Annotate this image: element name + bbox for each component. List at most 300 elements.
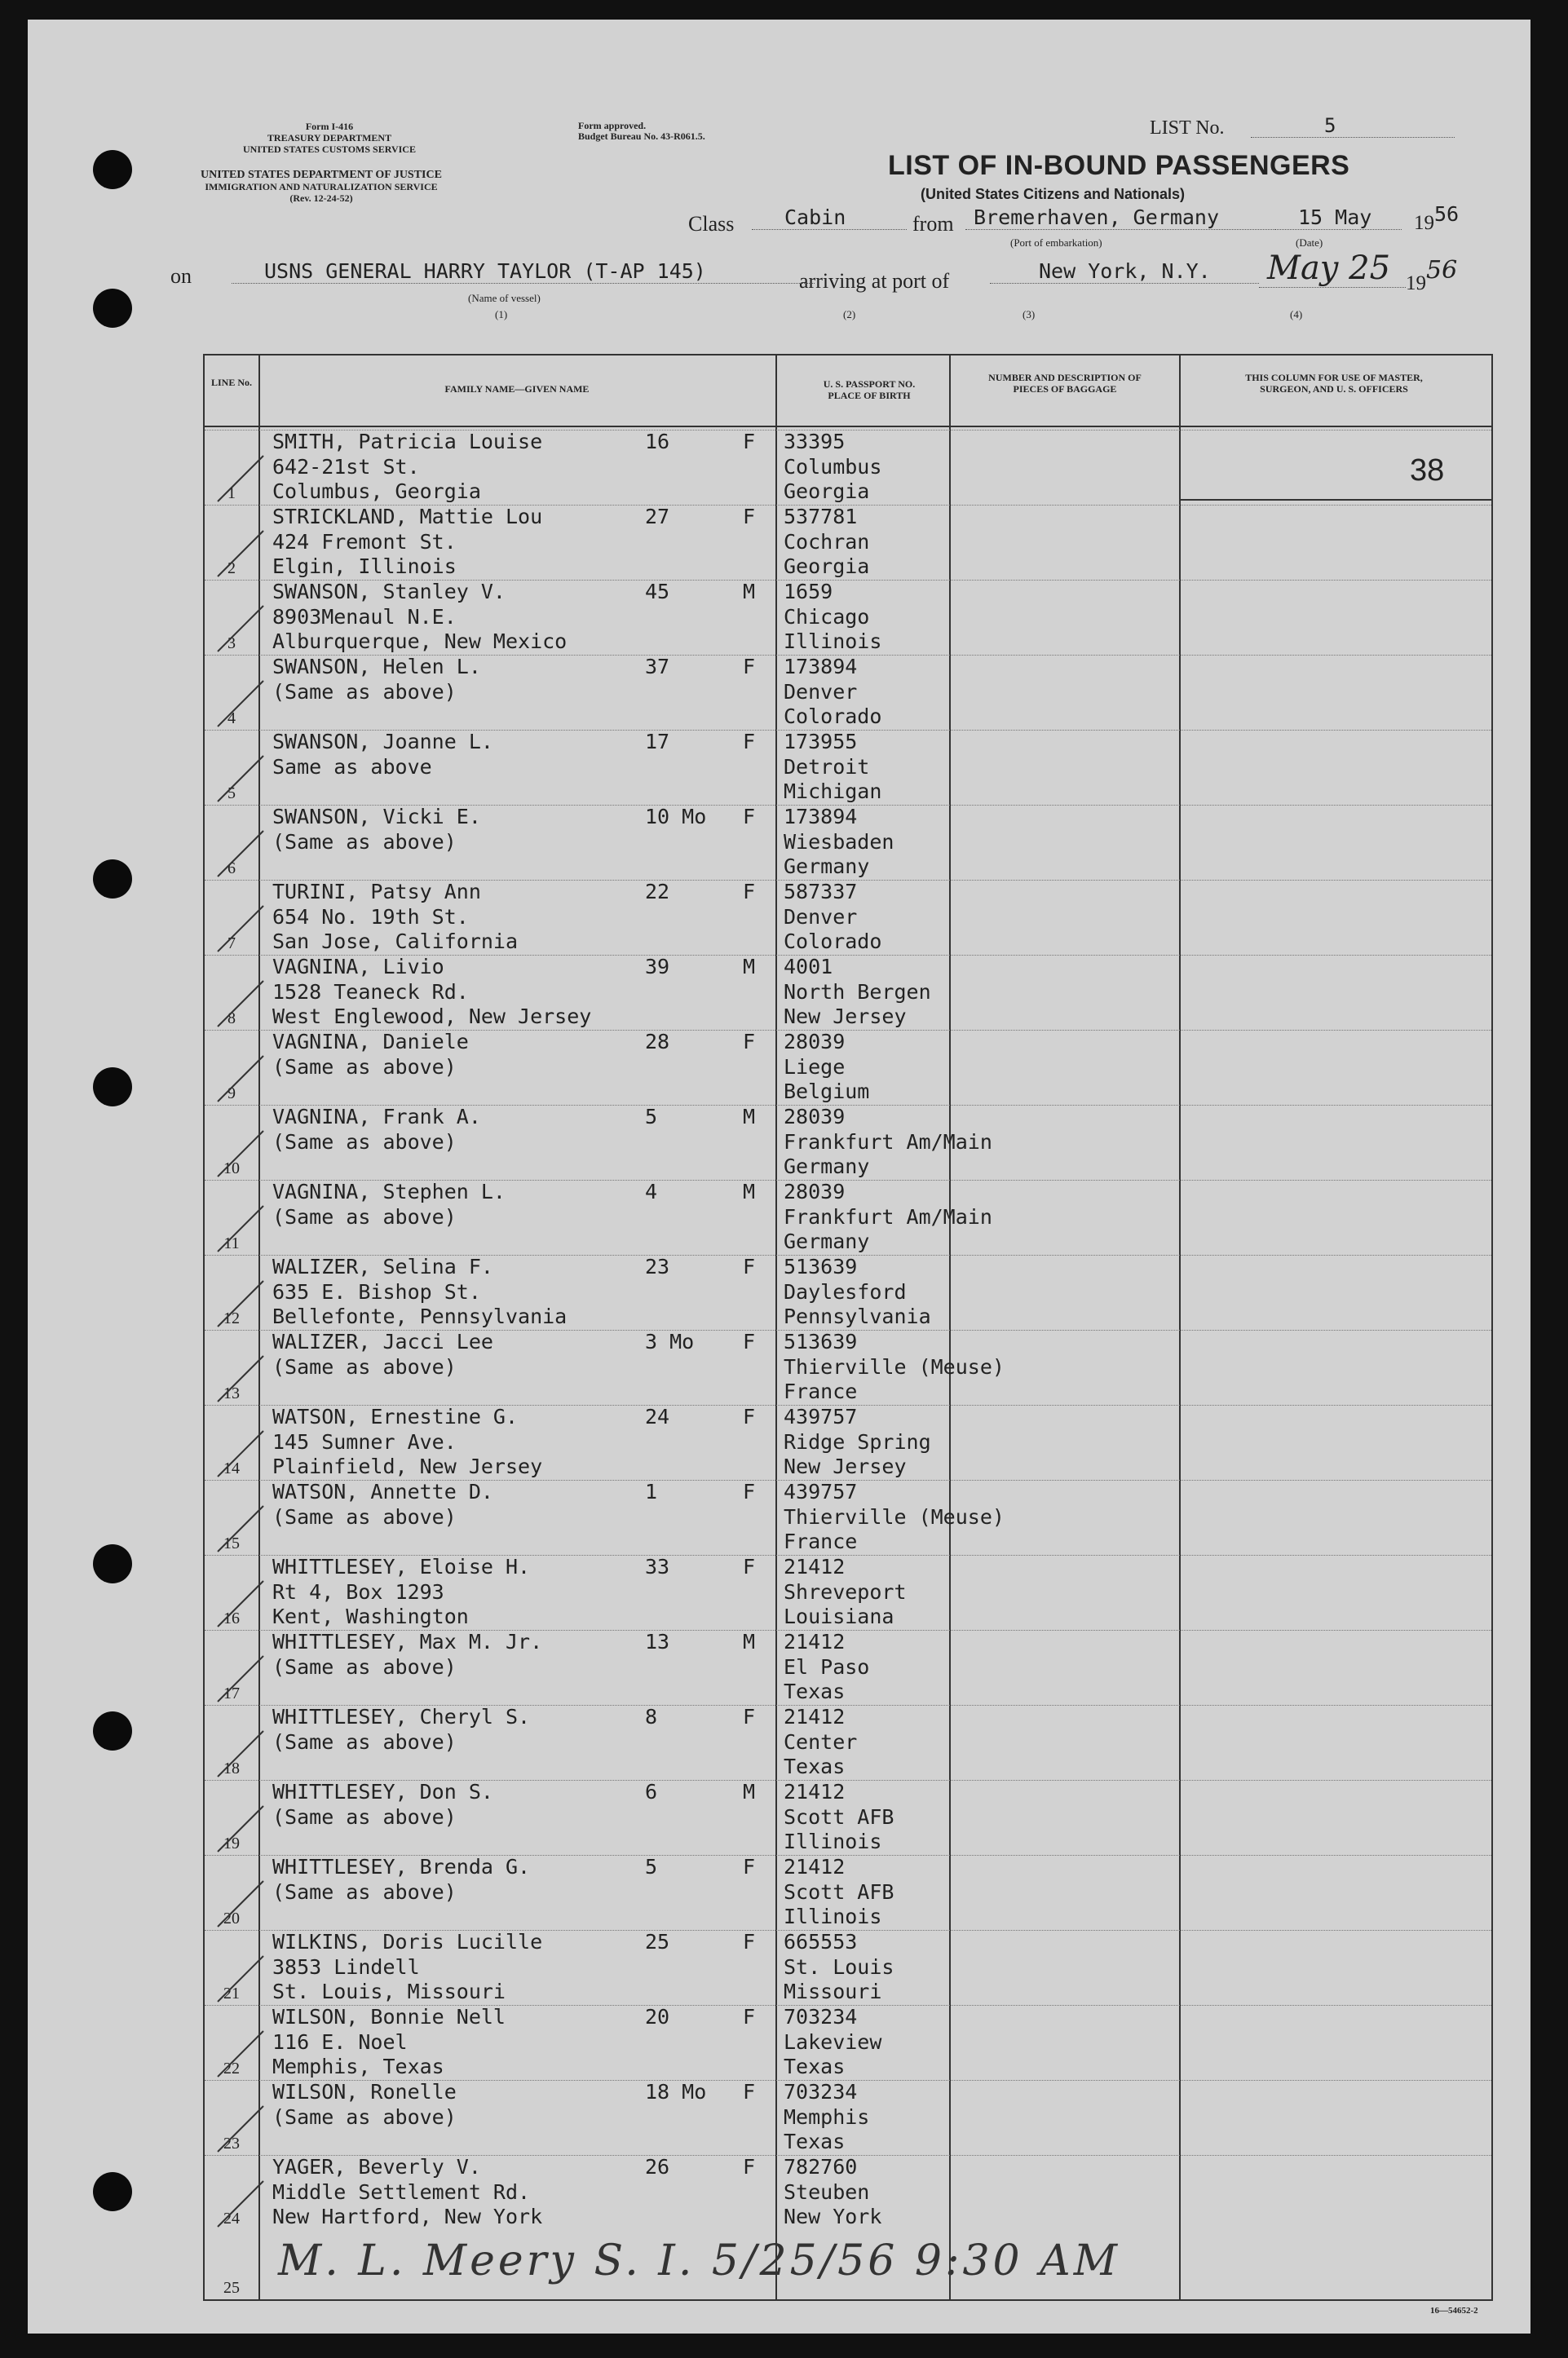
print-code: 16—54652-2 — [1430, 2306, 1478, 2316]
birth-city: Center — [784, 1729, 858, 1754]
birth-state: Illinois — [784, 1830, 882, 1853]
birth-state: Louisiana — [784, 1605, 894, 1628]
line-number: 25 — [223, 2279, 240, 2297]
passenger-name: SMITH, Patricia Louise — [272, 430, 543, 453]
passenger-name-address — [272, 1555, 530, 1630]
passport-number: 21412 — [784, 1780, 846, 1804]
birth-state: Michigan — [784, 779, 882, 803]
passenger-name-address — [272, 1855, 530, 1905]
birth-city: Shreveport — [784, 1579, 907, 1604]
passport-number: 21412 — [784, 1630, 846, 1654]
address-line-1: (Same as above) — [272, 1054, 457, 1079]
age: 4 — [645, 1180, 658, 1203]
birth-city: Cochran — [784, 529, 870, 554]
port-embarkation-caption: (Port of embarkation) — [1010, 236, 1102, 249]
age: 16 — [645, 430, 670, 453]
caption-4: (4) — [1290, 308, 1303, 320]
sex: F — [743, 1855, 756, 1879]
passport-birthplace — [784, 1255, 931, 1330]
passenger-name-address — [272, 1255, 567, 1330]
line-number: 5 — [227, 784, 236, 802]
check-mark-icon — [213, 1879, 270, 1928]
punch-hole — [93, 1544, 132, 1583]
check-mark-icon — [213, 454, 270, 503]
page-title: LIST OF IN-BOUND PASSENGERS — [888, 150, 1350, 181]
header-agency-block — [174, 121, 484, 155]
table-row — [205, 1105, 1491, 1180]
passport-number: 703234 — [784, 2080, 858, 2104]
punch-hole — [93, 1067, 132, 1106]
birth-city: Frankfurt Am/Main — [784, 1129, 992, 1154]
passenger-name: WILSON, Bonnie Nell — [272, 2005, 506, 2029]
passport-number: 173955 — [784, 730, 858, 753]
passport-number: 21412 — [784, 1855, 846, 1879]
line-number: 24 — [223, 2210, 240, 2228]
passport-number: 28039 — [784, 1180, 846, 1203]
birth-city: St. Louis — [784, 1954, 894, 1979]
caption-1: (1) — [495, 308, 508, 320]
sex: F — [743, 2155, 756, 2179]
check-mark-icon — [213, 1354, 270, 1403]
embarkation-port: Bremerhaven, Germany — [974, 205, 1220, 229]
table-row — [205, 1330, 1491, 1405]
sex: M — [743, 1630, 756, 1654]
sex: F — [743, 1555, 756, 1579]
passport-number: 537781 — [784, 505, 858, 528]
line-number: 11 — [223, 1234, 240, 1252]
table-row — [205, 730, 1491, 805]
passenger-name-address — [272, 1105, 481, 1155]
form-revision: (Rev. 12-24-52) — [289, 192, 353, 204]
age: 13 — [645, 1630, 670, 1654]
passport-birthplace — [784, 1855, 894, 1930]
sex: M — [743, 1780, 756, 1804]
address-line-1: Rt 4, Box 1293 — [272, 1579, 444, 1604]
sex: F — [743, 1030, 756, 1053]
table-row — [205, 655, 1491, 730]
passport-number: 33395 — [784, 430, 846, 453]
table-row — [205, 1630, 1491, 1705]
caption-3: (3) — [1023, 308, 1036, 320]
passenger-name-address — [272, 1480, 493, 1530]
address-line-2: Elgin, Illinois — [272, 554, 457, 578]
sex: F — [743, 805, 756, 828]
departure-year — [1414, 202, 1460, 235]
line-number: 17 — [223, 1685, 240, 1702]
birth-state: France — [784, 1380, 858, 1403]
line-number: 19 — [223, 1835, 240, 1852]
passport-number: 703234 — [784, 2005, 858, 2029]
passenger-name: TURINI, Patsy Ann — [272, 880, 481, 903]
passport-birthplace — [784, 1330, 1005, 1405]
arrival-port-field — [990, 259, 1259, 284]
passport-birthplace — [784, 655, 881, 730]
passenger-name: WATSON, Annette D. — [272, 1480, 493, 1504]
age: 27 — [645, 505, 670, 528]
line-number: 4 — [227, 709, 236, 727]
address-line-1: (Same as above) — [272, 1504, 457, 1529]
passport-number: 173894 — [784, 805, 858, 828]
sex: F — [743, 1705, 756, 1729]
line-number: 7 — [227, 934, 236, 952]
passenger-name: WHITTLESEY, Brenda G. — [272, 1855, 531, 1879]
passport-number: 21412 — [784, 1555, 846, 1579]
age: 33 — [645, 1555, 670, 1579]
table-row — [205, 430, 1491, 505]
passport-number: 439757 — [784, 1405, 858, 1428]
passenger-name-address — [272, 2080, 457, 2130]
passenger-name: WATSON, Ernestine G. — [272, 1405, 519, 1428]
birth-state: Germany — [784, 1155, 870, 1178]
passport-number: 4001 — [784, 955, 833, 978]
check-mark-icon — [213, 1204, 270, 1253]
vessel-name: USNS GENERAL HARRY TAYLOR (T-AP 145) — [264, 259, 706, 283]
age: 37 — [645, 655, 670, 678]
birth-state: Pennsylvania — [784, 1305, 931, 1328]
table-row — [205, 1780, 1491, 1855]
vessel-field — [232, 259, 815, 284]
on-label: on — [170, 264, 192, 288]
passenger-name-address — [272, 1705, 530, 1755]
passenger-name-address — [272, 1780, 493, 1830]
birth-city: Columbus — [784, 454, 882, 479]
passport-birthplace — [784, 1555, 907, 1630]
sex: F — [743, 1930, 756, 1954]
birth-state: New Jersey — [784, 1455, 907, 1478]
table-row — [205, 955, 1491, 1030]
age: 10 Mo — [645, 805, 707, 828]
passport-birthplace — [784, 1030, 869, 1105]
address-line-1: Same as above — [272, 754, 432, 779]
passport-birthplace — [784, 2155, 881, 2230]
address-line-1: (Same as above) — [272, 1804, 457, 1829]
form-number: Form I-416 — [305, 121, 354, 132]
birth-city: Thierville (Meuse) — [784, 1354, 1005, 1379]
passport-birthplace — [784, 730, 881, 805]
passport-birthplace — [784, 1705, 857, 1780]
address-line-1: (Same as above) — [272, 1204, 457, 1229]
address-line-2: St. Louis, Missouri — [272, 1980, 506, 2003]
birth-city: Daylesford — [784, 1279, 907, 1304]
birth-state: Germany — [784, 1230, 870, 1253]
check-mark-icon — [213, 979, 270, 1028]
passenger-name-address — [272, 805, 481, 854]
birth-state: Illinois — [784, 629, 882, 653]
table-row — [205, 505, 1491, 580]
arrival-year — [1406, 256, 1458, 296]
age: 26 — [645, 2155, 670, 2179]
birth-state: Germany — [784, 854, 870, 878]
passenger-name: WHITTLESEY, Don S. — [272, 1780, 493, 1804]
line-number: 1 — [227, 484, 236, 502]
age: 39 — [645, 955, 670, 978]
age: 20 — [645, 2005, 670, 2029]
birth-city: Memphis — [784, 2104, 870, 2129]
passenger-name-address — [272, 655, 481, 704]
check-mark-icon — [213, 1054, 270, 1103]
age: 6 — [645, 1780, 658, 1804]
birth-state: France — [784, 1530, 858, 1553]
passport-number: 28039 — [784, 1030, 846, 1053]
form-approved: Form approved. — [578, 120, 647, 131]
check-mark-icon — [213, 1504, 270, 1553]
check-mark-icon — [213, 1729, 270, 1778]
address-line-2: New Hartford, New York — [272, 2205, 543, 2228]
line-number: 3 — [227, 634, 236, 652]
table-row — [205, 1405, 1491, 1480]
line-number: 12 — [223, 1309, 240, 1327]
check-mark-icon — [213, 1579, 270, 1628]
arrival-year-suffix: 56 — [1426, 256, 1458, 285]
address-line-2: Plainfield, New Jersey — [272, 1455, 543, 1478]
passenger-name: WHITTLESEY, Eloise H. — [272, 1555, 531, 1579]
table-row — [205, 1480, 1491, 1555]
line-number: 21 — [223, 1985, 240, 2003]
punch-hole — [93, 859, 132, 899]
passenger-name: WHITTLESEY, Max M. Jr. — [272, 1630, 543, 1654]
passenger-name-address — [272, 1930, 542, 2005]
line-number: 18 — [223, 1760, 240, 1777]
officer-count: 38 — [1410, 453, 1445, 488]
address-line-1: (Same as above) — [272, 1654, 457, 1679]
passport-number: 782760 — [784, 2155, 858, 2179]
birth-state: New Jersey — [784, 1005, 907, 1028]
check-mark-icon — [213, 2029, 270, 2078]
birth-city: Denver — [784, 904, 858, 929]
birth-state: Illinois — [784, 1905, 882, 1928]
customs-service: UNITED STATES CUSTOMS SERVICE — [243, 144, 416, 155]
sex: F — [743, 880, 756, 903]
passenger-name: YAGER, Beverly V. — [272, 2155, 481, 2179]
passport-number: 439757 — [784, 1480, 858, 1504]
birth-state: New York — [784, 2205, 882, 2228]
table-row — [205, 1030, 1491, 1105]
age: 23 — [645, 1255, 670, 1278]
col-header-baggage: NUMBER AND DESCRIPTION OF PIECES OF BAGGAGE — [988, 372, 1142, 395]
vessel-caption: (Name of vessel) — [468, 292, 541, 304]
passenger-name-address — [272, 430, 542, 505]
passenger-name: WILSON, Ronelle — [272, 2080, 457, 2104]
line-number: 15 — [223, 1534, 240, 1552]
passport-birthplace — [784, 805, 894, 880]
year-prefix: 19 — [1414, 212, 1434, 234]
passport-birthplace — [784, 955, 931, 1030]
passenger-name: VAGNINA, Stephen L. — [272, 1180, 506, 1203]
address-line-1: 654 No. 19th St. — [272, 904, 469, 929]
sex: M — [743, 1105, 756, 1128]
address-line-1: 145 Sumner Ave. — [272, 1429, 457, 1454]
address-line-1: 1528 Teaneck Rd. — [272, 979, 469, 1004]
address-line-2: Kent, Washington — [272, 1605, 469, 1628]
passport-number: 665553 — [784, 1930, 858, 1954]
passenger-name: SWANSON, Vicki E. — [272, 805, 481, 828]
passport-number: 587337 — [784, 880, 858, 903]
passenger-name-address — [272, 2005, 506, 2080]
passenger-name: WILKINS, Doris Lucille — [272, 1930, 543, 1954]
punch-hole — [93, 150, 132, 189]
age: 8 — [645, 1705, 658, 1729]
sex: F — [743, 505, 756, 528]
form-approval — [578, 121, 705, 142]
sex: F — [743, 1480, 756, 1504]
address-line-2: Columbus, Georgia — [272, 479, 481, 503]
year-prefix: 19 — [1406, 272, 1426, 294]
date-caption: (Date) — [1296, 236, 1323, 249]
sex: F — [743, 430, 756, 453]
departure-date: 15 May — [1298, 205, 1372, 229]
birth-city: Scott AFB — [784, 1804, 894, 1829]
departure-date-field — [1275, 205, 1402, 230]
from-label: from — [912, 212, 954, 236]
list-number: 5 — [1324, 114, 1336, 137]
birth-city: North Bergen — [784, 979, 931, 1004]
col-header-passport: U. S. PASSPORT NO. PLACE OF BIRTH — [823, 378, 916, 401]
passenger-name: VAGNINA, Livio — [272, 955, 444, 978]
table-row — [205, 805, 1491, 880]
address-line-2: Alburquerque, New Mexico — [272, 629, 568, 653]
line-number: 14 — [223, 1459, 240, 1477]
table-row — [205, 2155, 1491, 2230]
age: 45 — [645, 580, 670, 603]
check-mark-icon — [213, 604, 270, 653]
passenger-name: VAGNINA, Frank A. — [272, 1105, 481, 1128]
age: 18 Mo — [645, 2080, 707, 2104]
punch-hole — [93, 2172, 132, 2211]
passport-birthplace — [784, 1480, 1005, 1555]
passenger-name-address — [272, 2155, 542, 2230]
budget-bureau: Budget Bureau No. 43-R061.5. — [578, 130, 705, 142]
sex: F — [743, 1255, 756, 1278]
line-number: 16 — [223, 1610, 240, 1627]
passenger-name: STRICKLAND, Mattie Lou — [272, 505, 543, 528]
justice-block — [150, 170, 492, 204]
birth-city: Denver — [784, 679, 858, 704]
passenger-name-address — [272, 1030, 469, 1080]
check-mark-icon — [213, 529, 270, 578]
arrival-port: New York, N.Y. — [1039, 259, 1211, 283]
line-number: 9 — [227, 1084, 236, 1102]
passport-birthplace — [784, 880, 881, 955]
passport-birthplace — [784, 1930, 894, 2005]
age: 25 — [645, 1930, 670, 1954]
list-no-label: LIST No. — [1150, 117, 1225, 139]
birth-state: Colorado — [784, 704, 882, 728]
line-number: 10 — [223, 1159, 240, 1177]
age: 28 — [645, 1030, 670, 1053]
address-line-2: San Jose, California — [272, 930, 519, 953]
check-mark-icon — [213, 1429, 270, 1478]
passport-birthplace — [784, 1780, 894, 1855]
birth-city: Steuben — [784, 2179, 870, 2204]
line-number: 22 — [223, 2060, 240, 2078]
inspector-signature: M. L. Meery S. I. 5/25/56 9:30 AM — [278, 2237, 1120, 2285]
table-row — [205, 2227, 1491, 2299]
check-mark-icon — [213, 904, 270, 953]
birth-city: Liege — [784, 1054, 846, 1079]
arriving-label: arriving at port of — [799, 269, 950, 293]
line-number: 13 — [223, 1384, 240, 1402]
address-line-1: (Same as above) — [272, 1129, 457, 1154]
page-subtitle: (United States Citizens and Nationals) — [921, 186, 1186, 202]
address-line-1: 8903Menaul N.E. — [272, 604, 457, 629]
address-line-1: (Same as above) — [272, 1879, 457, 1904]
sex: F — [743, 1405, 756, 1428]
birth-state: Texas — [784, 2055, 846, 2078]
address-line-1: 116 E. Noel — [272, 2029, 408, 2054]
address-line-2: Bellefonte, Pennsylvania — [272, 1305, 568, 1328]
passenger-name-address — [272, 1405, 542, 1480]
table-row — [205, 1180, 1491, 1255]
sex: F — [743, 2005, 756, 2029]
embarkation-field — [965, 205, 1275, 230]
sex: M — [743, 580, 756, 603]
table-row — [205, 2080, 1491, 2155]
arrival-date-field — [1259, 249, 1406, 288]
passport-birthplace — [784, 430, 881, 505]
check-mark-icon — [213, 1129, 270, 1178]
punch-hole — [93, 289, 132, 328]
passenger-name: SWANSON, Helen L. — [272, 655, 481, 678]
sex: M — [743, 955, 756, 978]
address-line-1: (Same as above) — [272, 829, 457, 854]
check-mark-icon — [213, 1804, 270, 1853]
list-number-field — [1251, 114, 1455, 138]
address-line-1: Middle Settlement Rd. — [272, 2179, 531, 2204]
birth-city: Lakeview — [784, 2029, 882, 2054]
passenger-name-address — [272, 955, 591, 1030]
birth-state: Texas — [784, 1755, 846, 1778]
address-line-1: (Same as above) — [272, 1354, 457, 1379]
age: 24 — [645, 1405, 670, 1428]
age: 17 — [645, 730, 670, 753]
table-row — [205, 1855, 1491, 1930]
caption-2: (2) — [843, 308, 856, 320]
passport-number: 513639 — [784, 1255, 858, 1278]
birth-state: Georgia — [784, 479, 870, 503]
passport-number: 513639 — [784, 1330, 858, 1353]
age: 22 — [645, 880, 670, 903]
address-line-1: 424 Fremont St. — [272, 529, 457, 554]
age: 5 — [645, 1105, 658, 1128]
birth-state: Texas — [784, 2130, 846, 2153]
passport-birthplace — [784, 1630, 869, 1705]
passport-birthplace — [784, 580, 881, 655]
birth-city: Thierville (Meuse) — [784, 1504, 1005, 1529]
age: 3 Mo — [645, 1330, 695, 1353]
birth-state: Missouri — [784, 1980, 882, 2003]
sex: F — [743, 730, 756, 753]
table-row — [205, 1555, 1491, 1630]
check-mark-icon — [213, 829, 270, 878]
passenger-name: WALIZER, Jacci Lee — [272, 1330, 493, 1353]
justice-department: UNITED STATES DEPARTMENT OF JUSTICE — [201, 169, 442, 181]
sex: F — [743, 655, 756, 678]
address-line-1: (Same as above) — [272, 1729, 457, 1754]
birth-city: Wiesbaden — [784, 829, 894, 854]
age: 5 — [645, 1855, 658, 1879]
check-mark-icon — [213, 1654, 270, 1703]
arrival-date: May 25 — [1267, 249, 1391, 287]
treasury-department: TREASURY DEPARTMENT — [267, 132, 392, 144]
table-row — [205, 1930, 1491, 2005]
col-header-name: FAMILY NAME—GIVEN NAME — [444, 383, 590, 395]
birth-city: El Paso — [784, 1654, 870, 1679]
passenger-table — [203, 354, 1493, 2301]
passenger-name-address — [272, 1630, 542, 1680]
birth-state: Texas — [784, 1680, 846, 1703]
line-number: 23 — [223, 2135, 240, 2153]
table-row — [205, 580, 1491, 655]
